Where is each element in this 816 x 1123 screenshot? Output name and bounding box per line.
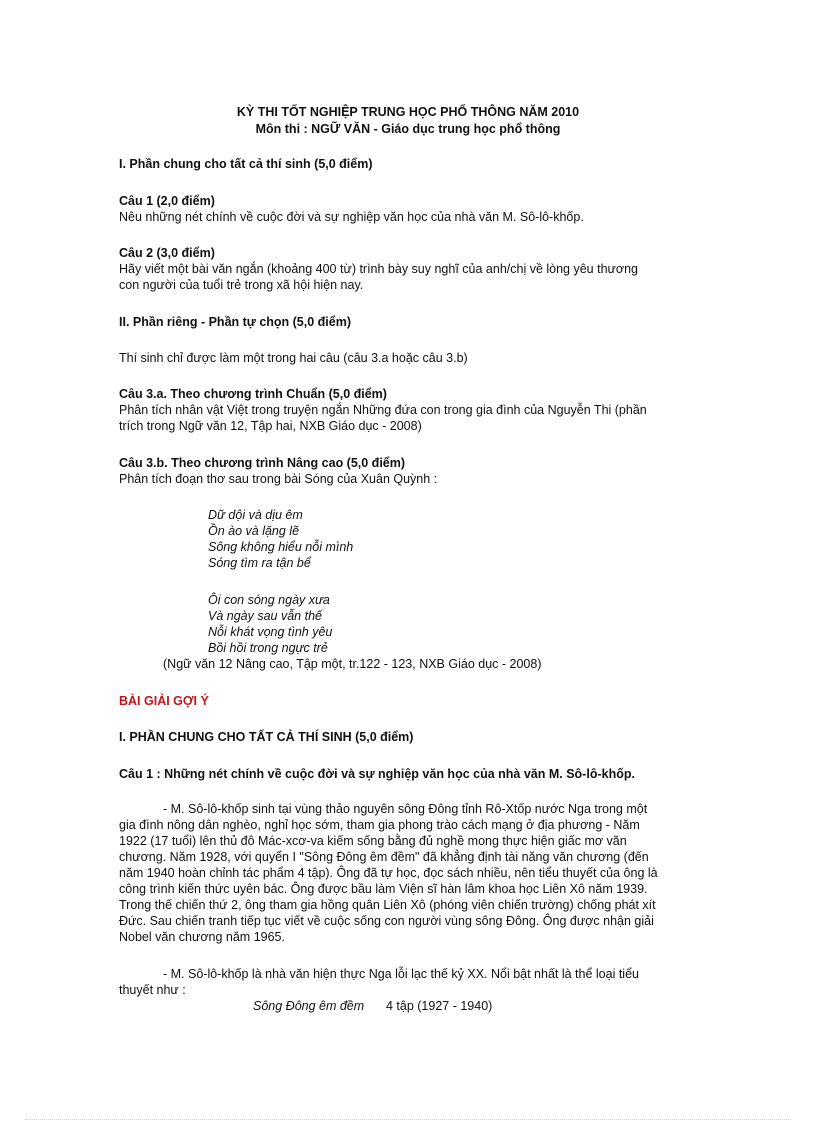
part2-intro: Thí sinh chỉ được làm một trong hai câu (câu 3.a hoặc câu 3.b) xyxy=(119,351,468,365)
work-detail: 4 tập (1927 - 1940) xyxy=(386,999,493,1013)
part1-heading: I. Phần chung cho tất cả thí sinh (5,0 điểm) xyxy=(119,157,373,171)
poem-line: Nỗi khát vọng tình yêu xyxy=(208,625,333,639)
poem-line: Sông không hiểu nỗi mình xyxy=(208,540,354,554)
part2-heading: II. Phần riêng - Phần tự chọn (5,0 điểm) xyxy=(119,315,351,329)
poem-line: Ôi con sóng ngày xưa xyxy=(208,593,330,607)
poem-line: Dữ dội và dịu êm xyxy=(208,508,303,522)
paragraph-line: Trong thế chiến thứ 2, ông tham gia hồng quân Liên Xô (phóng viên chiến trường) chống phát xít xyxy=(119,898,656,912)
exam-title: KỲ THI TỐT NGHIỆP TRUNG HỌC PHỔ THÔNG NĂM 2010 xyxy=(236,105,580,119)
q1-text: Nêu những nét chính về cuộc đời và sự nghiệp văn học của nhà văn M. Sô-lô-khốp. xyxy=(119,210,584,224)
paragraph-line: Đức. Sau chiến tranh tiếp tục viết về cuộc sống con người vùng sông Đông. Ông được nhận giải xyxy=(119,914,654,928)
paragraph-line: - M. Sô-lô-khốp sinh tại vùng thảo nguyên sông Đông tỉnh Rô-Xtốp nước Nga trong một xyxy=(163,802,648,816)
q3b-title: Câu 3.b. Theo chương trình Nâng cao (5,0 điểm) xyxy=(119,456,406,470)
answers-part1-heading: I. PHẦN CHUNG CHO TẤT CẢ THÍ SINH (5,0 điểm) xyxy=(119,730,414,744)
work-title: Sông Đông êm đềm xyxy=(253,999,365,1013)
q2-text-line: con người của tuổi trẻ trong xã hội hiện nay. xyxy=(119,278,364,292)
q2-title: Câu 2 (3,0 điểm) xyxy=(119,246,215,260)
paragraph-line: Nobel văn chương năm 1965. xyxy=(119,930,285,944)
q2-text-line: Hãy viết một bài văn ngắn (khoảng 400 từ) trình bày suy nghĩ của anh/chị về lòng yêu thương xyxy=(119,262,638,276)
q3a-text-line: Phân tích nhân vật Việt trong truyện ngắn Những đứa con trong gia đình của Nguyễn Thi (phần xyxy=(119,403,647,417)
exam-subject: Môn thi : NGỮ VĂN - Giáo dục trung học phổ thông xyxy=(255,122,561,136)
paragraph-line: gia đình nông dân nghèo, nghỉ học sớm, tham gia phong trào cách mạng ở địa phương - Năm xyxy=(119,818,640,832)
paragraph-line: công trình kiến thức uyên bác. Ông được bầu làm Viện sĩ hàn lâm khoa học Liên Xô năm 1939. xyxy=(119,882,648,896)
paragraph-line: - M. Sô-lô-khốp là nhà văn hiện thực Nga lỗi lạc thế kỷ XX. Nổi bật nhất là thể loại tiểu xyxy=(163,967,639,981)
paragraph-line: chương. Năm 1928, với quyển I "Sông Đông êm đềm" đã khẳng định tài năng văn chương (đến xyxy=(119,850,649,864)
poem-line: Và ngày sau vẫn thế xyxy=(208,609,322,623)
poem-line: Sóng tìm ra tận bể xyxy=(208,556,311,570)
paragraph-line: 1922 (17 tuổi) lên thủ đô Mác-xcơ-va kiếm sống bằng đủ nghề mong thực hiện giấc mơ văn xyxy=(119,834,627,848)
paragraph-line: năm 1940 hoàn chỉnh tác phẩm 4 tập). Ông đã tự học, đọc sách nhiều, nên tiểu thuyết của ông là xyxy=(119,866,658,880)
answers-q1-heading: Câu 1 : Những nét chính về cuộc đời và sự nghiệp văn học của nhà văn M. Sô-lô-khốp. xyxy=(119,767,635,781)
q1-title: Câu 1 (2,0 điểm) xyxy=(119,194,215,208)
q3b-text: Phân tích đoạn thơ sau trong bài Sóng của Xuân Quỳnh : xyxy=(119,472,438,486)
poem-source: (Ngữ văn 12 Nâng cao, Tập một, tr.122 - 123, NXB Giáo dục - 2008) xyxy=(163,657,542,671)
q3a-text-line: trích trong Ngữ văn 12, Tập hai, NXB Giáo dục - 2008) xyxy=(119,419,422,433)
paragraph-line: thuyết như : xyxy=(119,983,186,997)
answers-heading: BÀI GIẢI GỢI Ý xyxy=(119,694,209,708)
page-bottom-divider xyxy=(25,1119,791,1120)
q3a-title: Câu 3.a. Theo chương trình Chuẩn (5,0 điểm) xyxy=(119,387,387,401)
poem-line: Ồn ào và lặng lẽ xyxy=(208,524,300,538)
poem-line: Bồi hồi trong ngực trẻ xyxy=(208,641,328,655)
